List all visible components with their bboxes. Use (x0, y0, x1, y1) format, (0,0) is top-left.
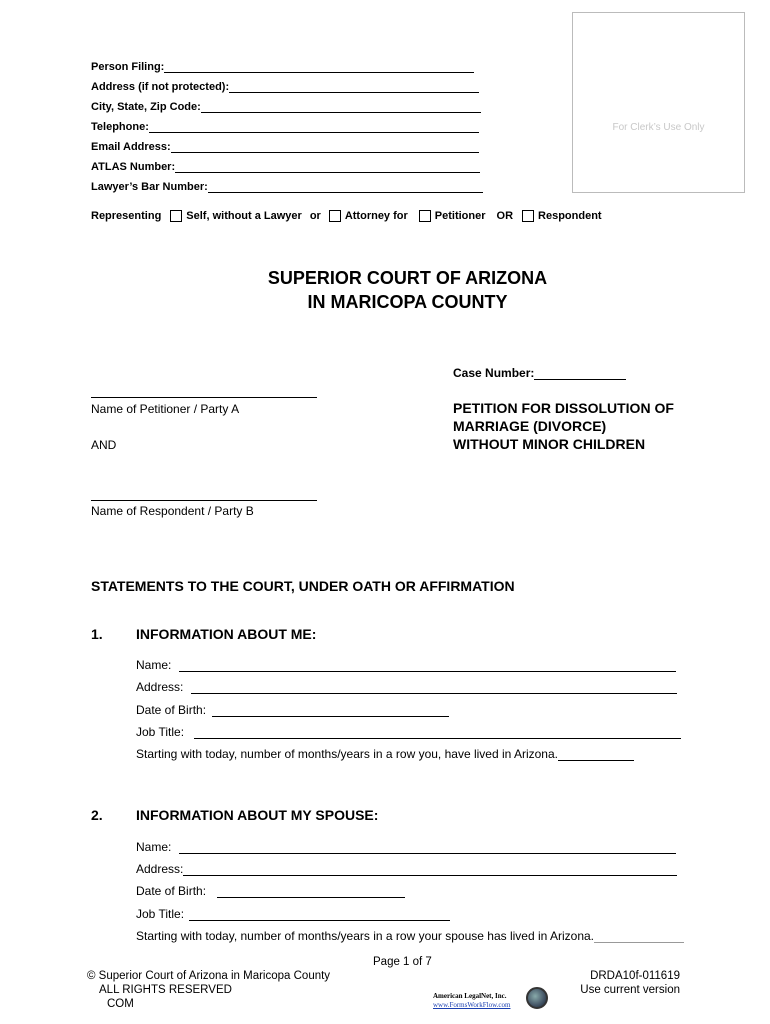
self-checkbox[interactable] (170, 210, 182, 222)
respondent-label: Respondent (538, 210, 602, 222)
section1-number: 1. (91, 626, 103, 642)
telephone-field[interactable] (149, 122, 479, 133)
petition-title-line1: PETITION FOR DISSOLUTION OF (453, 400, 674, 416)
footer-form-id: DRDA10f-011619 (590, 970, 680, 982)
footer-form-info (560, 969, 680, 997)
section1-residency-label: Starting with today, number of months/years in a row you, have lived in Arizona. (136, 747, 558, 761)
case-number-row (453, 366, 626, 380)
address-row (91, 77, 479, 93)
address-field[interactable] (229, 82, 479, 93)
section2-name-label: Name: (136, 840, 172, 854)
city-state-zip-label: City, State, Zip Code: (91, 101, 201, 113)
respondent-checkbox[interactable] (522, 210, 534, 222)
or-label: or (309, 210, 321, 222)
section1-job-row (136, 724, 681, 739)
atlas-number-field[interactable] (175, 162, 480, 173)
logo-company-name: American LegalNet, Inc. (433, 992, 507, 1000)
section1-address-row (136, 679, 677, 694)
section1-job-field[interactable] (194, 728, 681, 739)
attorney-checkbox[interactable] (329, 210, 341, 222)
page-number: Page 1 of 7 (373, 956, 432, 968)
section1-name-label: Name: (136, 658, 172, 672)
section1-residency-row (136, 746, 634, 761)
address-label: Address (if not protected): (91, 81, 230, 93)
section1-address-field[interactable] (191, 683, 677, 694)
footer-rights: ALL RIGHTS RESERVED (99, 984, 232, 996)
section1-dob-row (136, 702, 449, 717)
section1-dob-label: Date of Birth: (136, 703, 207, 717)
city-state-zip-row (91, 97, 481, 113)
bar-number-row (91, 177, 483, 193)
globe-icon (526, 987, 548, 1009)
telephone-label: Telephone: (91, 121, 149, 133)
representing-label: Representing (91, 210, 162, 222)
person-filing-label: Person Filing: (91, 61, 165, 73)
respondent-label-text: Name of Respondent / Party B (91, 504, 254, 518)
footer-version: Use current version (580, 984, 680, 996)
section1-address-label: Address: (136, 680, 184, 694)
section2-name-field[interactable] (179, 843, 676, 854)
person-filing-row (91, 57, 474, 73)
case-number-field[interactable] (534, 368, 626, 380)
section1-residency-field[interactable] (558, 750, 634, 761)
statements-heading: STATEMENTS TO THE COURT, UNDER OATH OR AFFIRMATION (91, 578, 515, 594)
petition-title-line2: MARRIAGE (DIVORCE) (453, 418, 607, 434)
section2-dob-row (136, 883, 405, 898)
section2-name-row (136, 839, 676, 854)
section2-residency-row (136, 928, 684, 943)
court-title-line1: SUPERIOR COURT OF ARIZONA (267, 268, 548, 288)
telephone-row (91, 117, 479, 133)
section1-job-label: Job Title: (136, 725, 185, 739)
section2-residency-label: Starting with today, number of months/years in a row your spouse has lived in Arizona. (136, 929, 595, 943)
section2-residency-field[interactable] (594, 932, 684, 943)
section1-name-field[interactable] (179, 661, 676, 672)
section1-title: INFORMATION ABOUT ME: (136, 626, 317, 642)
section2-number: 2. (91, 807, 103, 823)
petitioner-checkbox[interactable] (419, 210, 431, 222)
atlas-number-label: ATLAS Number: (91, 161, 176, 173)
email-row (91, 137, 479, 153)
section2-job-field[interactable] (189, 910, 450, 921)
petitioner-label-text: Name of Petitioner / Party A (91, 402, 240, 416)
or-upper-label: OR (496, 210, 514, 222)
clerk-use-box (572, 12, 745, 193)
section2-address-label: Address: (136, 862, 184, 876)
court-title-line2: IN MARICOPA COUNTY (307, 292, 508, 312)
section2-dob-field[interactable] (217, 887, 405, 898)
clerk-use-label: For Clerk’s Use Only (612, 122, 705, 133)
email-field[interactable] (171, 142, 479, 153)
respondent-name-field[interactable] (91, 489, 317, 501)
bar-number-label: Lawyer’s Bar Number: (91, 181, 208, 193)
atlas-number-row (91, 157, 480, 173)
attorney-label: Attorney for (344, 210, 408, 222)
section1-dob-field[interactable] (212, 706, 449, 717)
bar-number-field[interactable] (208, 182, 483, 193)
section2-job-row (136, 906, 450, 921)
case-number-label: Case Number: (453, 366, 535, 380)
footer-copyright-block (87, 969, 330, 1011)
footer-com: COM (107, 998, 134, 1010)
petition-title-line3: WITHOUT MINOR CHILDREN (453, 436, 646, 452)
petition-title (453, 399, 674, 453)
city-state-zip-field[interactable] (201, 102, 481, 113)
and-label: AND (91, 438, 117, 452)
section2-dob-label: Date of Birth: (136, 884, 207, 898)
self-label: Self, without a Lawyer (186, 210, 302, 222)
petitioner-label: Petitioner (434, 210, 486, 222)
legalnet-logo (428, 985, 550, 1013)
email-label: Email Address: (91, 141, 171, 153)
section2-address-field[interactable] (183, 865, 677, 876)
section2-title: INFORMATION ABOUT MY SPOUSE: (136, 807, 379, 823)
section2-job-label: Job Title: (136, 907, 185, 921)
person-filing-field[interactable] (164, 62, 474, 73)
footer-copyright: © Superior Court of Arizona in Maricopa County (87, 970, 331, 982)
section1-name-row (136, 657, 676, 672)
representing-row (91, 208, 602, 224)
petitioner-name-field[interactable] (91, 386, 317, 398)
section2-address-row (136, 861, 677, 876)
logo-url-link[interactable]: www.FormsWorkFlow.com (433, 1001, 511, 1009)
